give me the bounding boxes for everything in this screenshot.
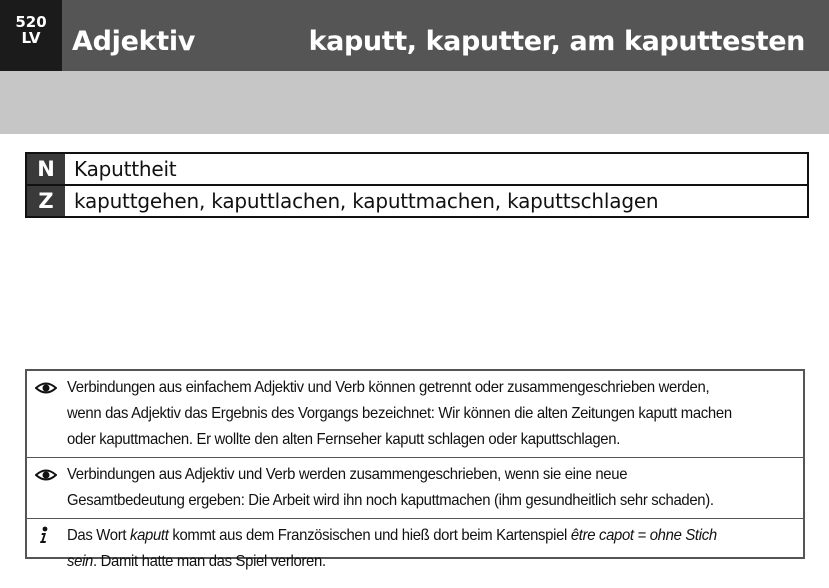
note-text-part: . Damit hatte man das Spiel verloren. [92, 553, 326, 570]
note-text-italic: être capot = ohne Stich sein [67, 527, 717, 570]
eye-icon [35, 462, 67, 514]
relation-value: kaputtgehen, kaputtlachen, kaputtmachen, kaputtschlagen [74, 189, 659, 213]
headword: kaputt, kaputter, am kaputtesten [308, 26, 805, 57]
relation-row-nouns [27, 154, 807, 184]
relation-key: Z [27, 186, 65, 216]
relations-table [25, 152, 809, 218]
entry-number: 520 [15, 13, 47, 31]
header-bar [0, 0, 829, 71]
note-item [27, 371, 803, 457]
entry-badge [0, 0, 62, 71]
note-text: Verbindungen aus Adjektiv und Verb werden zusammengeschrieben, wenn sie eine neue Gesamtbedeutung ergeben: Die Arbeit wird ihn noch kaputtmachen (ihm gesundheitlich sehr schaden). [67, 466, 714, 509]
note-text: Verbindungen aus einfachem Adjektiv und Verb können getrennt oder zusammengeschrieben werden, wenn das Adjektiv das Ergebnis des Vorgangs bezeichnet: Wir können die alten Zeitungen kaputt machen oder kaputtmachen. Er wollte den alten Fernseher kaputt schlagen oder kaputtschlagen. [67, 379, 732, 448]
note-item [27, 457, 803, 518]
note-text-part: Das Wort [67, 527, 130, 544]
entry-code: LV [21, 29, 41, 47]
note-text-italic: kaputt [129, 527, 169, 544]
eye-icon [35, 375, 67, 453]
note-text [67, 523, 746, 575]
gray-band [0, 71, 829, 134]
info-icon [35, 523, 67, 575]
relation-row-compounds [27, 184, 807, 216]
note-text-part: kommt aus dem Französischen und hieß dort beim Kartenspiel [168, 527, 571, 544]
relation-key: N [27, 154, 65, 184]
note-item [27, 518, 803, 579]
word-class: Adjektiv [72, 26, 196, 57]
relation-value: Kaputtheit [74, 157, 177, 181]
usage-notes [25, 369, 805, 570]
